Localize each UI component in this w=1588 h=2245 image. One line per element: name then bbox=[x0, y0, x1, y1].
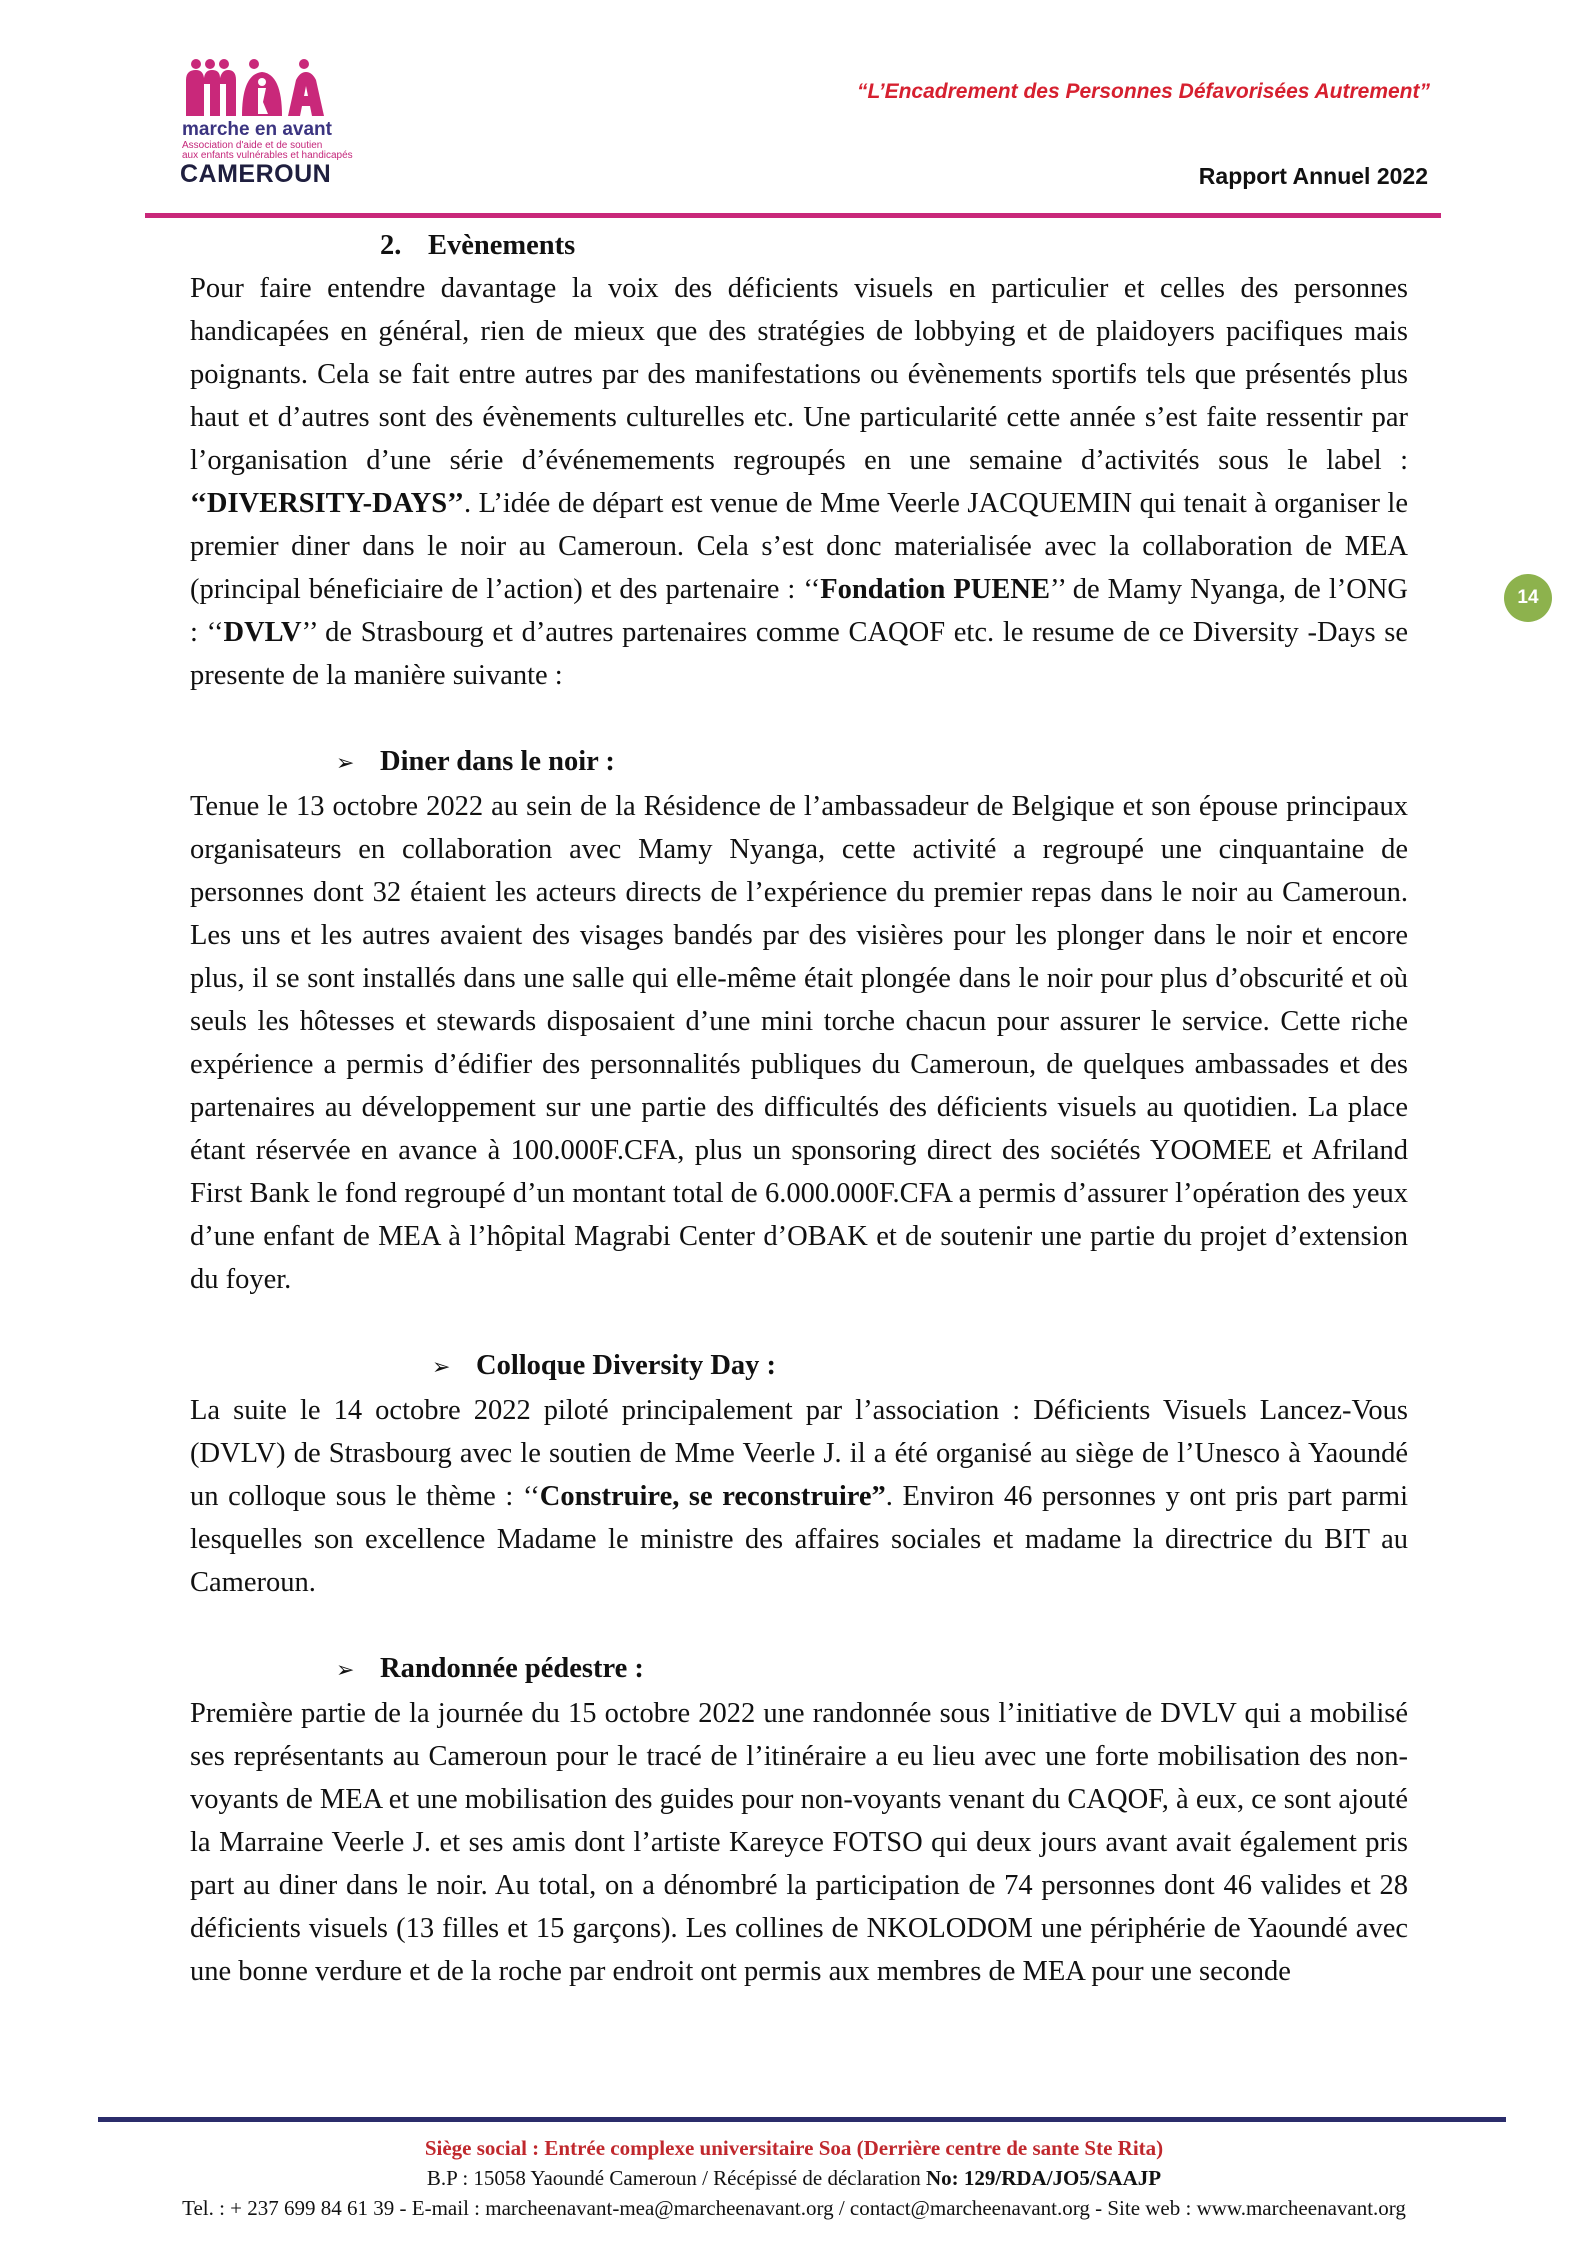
colloquium-theme: Construire, se reconstruire” bbox=[539, 1481, 886, 1512]
footer-contacts: Tel. : + 237 699 84 61 39 - E-mail : marcheenavant-mea@marcheenavant.org / contact@marcheenavant.org - Site web : www.marcheenavant.org bbox=[182, 2196, 1406, 2220]
logo-country: CAMEROUN bbox=[180, 160, 332, 188]
footer-registration-number: No: 129/RDA/JO5/SAAJP bbox=[925, 2166, 1162, 2190]
page-number-badge: 14 bbox=[1504, 574, 1552, 622]
intro-bold-label: ‘‘DIVERSITY-DAYS’’ bbox=[190, 488, 464, 519]
subsection-heading bbox=[190, 1344, 1408, 1389]
section-number: 2. bbox=[380, 230, 402, 261]
section-heading bbox=[190, 224, 1408, 267]
page-footer bbox=[0, 2133, 1588, 2223]
intro-text: . L’idée de départ est venue de Mme Veerle JACQUEMIN qui tenait à organiser le premier diner dans le noir au Cameroun. Cela s’est donc materialisée avec la collaboration de MEA (principal béneficiaire de l’action) et des partenaire : ‘‘ bbox=[190, 488, 1408, 605]
paragraph-text: . Environ 46 personnes y ont pris part parmi lesquelles son excellence Madame le ministre des affaires sociales et madame la directrice du BIT au Cameroun. bbox=[190, 1481, 1408, 1598]
arrow-bullet-icon: ➢ bbox=[336, 751, 355, 776]
footer-registration bbox=[0, 2163, 1588, 2193]
report-title: Rapport Annuel 2022 bbox=[1198, 163, 1428, 189]
subsection-paragraph bbox=[190, 1389, 1408, 1604]
footer-registration-text: B.P : 15058 Yaoundé Cameroun / Récépissé de déclaration bbox=[426, 2166, 926, 2190]
subsection-heading bbox=[190, 1647, 1408, 1692]
subsection-title: Colloque Diversity Day : bbox=[476, 1350, 777, 1381]
logo-brand-name: marche en avant bbox=[182, 119, 332, 140]
subsection-paragraph: Tenue le 13 octobre 2022 au sein de la Résidence de l’ambassadeur de Belgique et son épouse principaux organisateurs en collaboration avec Mamy Nyanga, cette activité a regroupé une cinquantaine de personnes dont 32 étaient les acteurs directs de l’expérience du premier repas dans le noir au Cameroun. Les uns et les autres avaient des visages bandés par des visières pour les plonger dans le noir et encore plus, il se sont installés dans une salle qui elle-même était plongée dans le noir pour plus d’obscurité et où seuls les hôtesses et stewards disposaient d’une mini torche chacun pour assurer le service. Cette riche expérience a permis d’édifier des personnalités publiques du Cameroun, de quelques ambassades et des partenaires au développement sur une partie des difficultés des déficients visuels au quotidien. La place étant réservée en avance à 100.000F.CFA, plus un sponsoring direct des sociétés YOOMEE et Afriland First Bank le fond regroupé d’un montant total de 6.000.000F.CFA a permis d’assurer l’opération des yeux d’une enfant de MEA à l’hôpital Magrabi Center d’OBAK et de soutenir une partie du projet d’extension du foyer. bbox=[190, 791, 1408, 1295]
arrow-bullet-icon: ➢ bbox=[336, 1658, 355, 1683]
section-title: Evènements bbox=[428, 230, 576, 261]
paragraph-text: La suite le 14 octobre 2022 piloté principalement par l’association : Déficients Visuels Lancez-Vous (DVLV) de Strasbourg avec le soutien de Mme Veerle J. il a été organisé au siège de l’Unesco à Yaoundé un colloque sous le thème : ‘‘ bbox=[190, 1395, 1408, 1512]
intro-bold-ngo: DVLV bbox=[223, 617, 302, 648]
intro-text: Pour faire entendre davantage la voix des déficients visuels en particulier et celles des personnes handicapées en général, rien de mieux que des stratégies de lobbying et de plaidoyers pacifiques mais poignants. Cela se fait entre autres par des manifestations ou évènements sportifs tels que présentés plus haut et d’autres sont des évènements culturelles etc. Une particularité cette année s’est faite ressentir par l’organisation d’une série d’événemements regroupés en une semaine d’activités sous le label : bbox=[190, 273, 1408, 476]
subsection-title: Randonnée pédestre : bbox=[380, 1653, 644, 1684]
intro-text: ’’ de Mamy Nyanga, de l’ONG : ‘‘ bbox=[190, 574, 1408, 648]
logo-subtitle-line: Association d'aide et de soutien bbox=[182, 140, 323, 151]
subsection-heading bbox=[190, 740, 1408, 785]
logo-subtitle bbox=[182, 140, 353, 161]
header-divider bbox=[145, 213, 1441, 218]
intro-paragraph bbox=[190, 267, 1408, 697]
footer-divider bbox=[98, 2117, 1506, 2122]
page-content bbox=[190, 224, 1408, 1993]
intro-bold-foundation: Fondation PUENE bbox=[820, 574, 1050, 605]
footer-headquarters: Siège social : Entrée complexe universitaire Soa (Derrière centre de sante Ste Rita) bbox=[424, 2136, 1164, 2160]
subsection-title: Diner dans le noir : bbox=[380, 746, 615, 777]
header-slogan: “L’Encadrement des Personnes Défavorisées Autrement” bbox=[856, 80, 1430, 103]
spacer bbox=[190, 697, 1408, 740]
arrow-bullet-icon: ➢ bbox=[432, 1355, 451, 1380]
intro-text: ’’ de Strasbourg et d’autres partenaires comme CAQOF etc. le resume de ce Diversity -Days se presente de la manière suivante : bbox=[190, 617, 1408, 691]
logo-subtitle-line: aux enfants vulnérables et handicapés bbox=[182, 150, 353, 161]
organization-logo bbox=[168, 58, 368, 188]
mea-logo-icon bbox=[184, 58, 364, 118]
subsection-paragraph: Première partie de la journée du 15 octobre 2022 une randonnée sous l’initiative de DVLV qui a mobilisé ses représentants au Cameroun pour le tracé de l’itinéraire a eu lieu avec une forte mobilisation des non-voyants de MEA et une mobilisation des guides pour non-voyants venant du CAQOF, à eux, ce sont ajouté la Marraine Veerle J. et ses amis dont l’artiste Kareyce FOTSO qui deux jours avant avait également pris part au diner dans le noir. Au total, on a dénombré la participation de 74 personnes dont 46 valides et 28 déficients visuels (13 filles et 15 garçons). Les collines de NKOLODOM une périphérie de Yaoundé avec une bonne verdure et de la roche par endroit ont permis aux membres de MEA pour une seconde bbox=[190, 1698, 1408, 1987]
